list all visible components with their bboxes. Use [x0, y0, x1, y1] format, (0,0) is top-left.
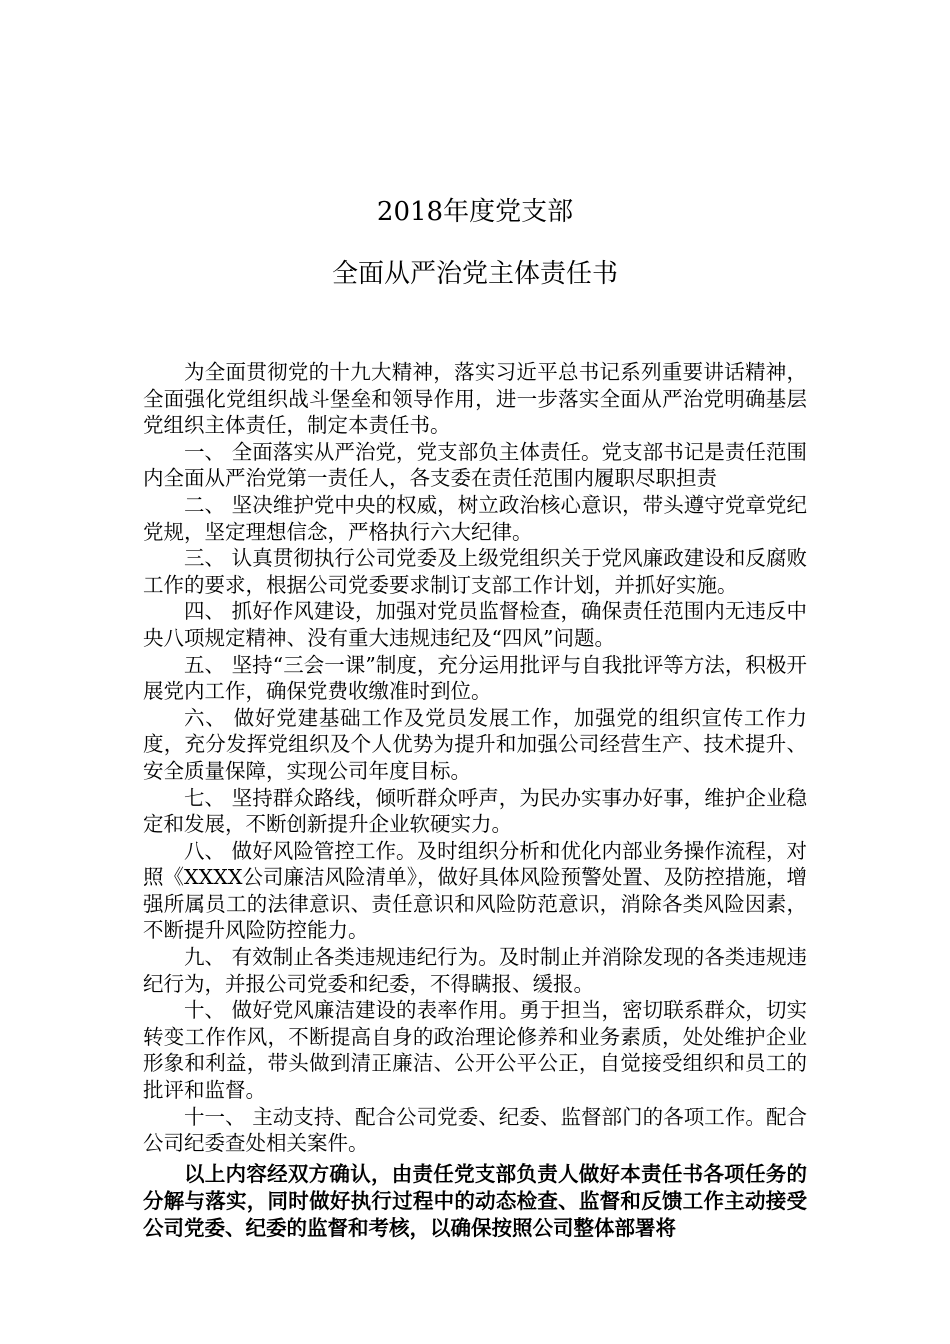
clause-4: 四、 抓好作风建设，加强对党员监督检查，确保责任范围内无违反中央八项规定精神、没有重大违规违纪及“四风”问题。	[143, 599, 807, 650]
clause-1: 一、 全面落实从严治党，党支部负主体责任。党支部书记是责任范围内全面从严治党第一责任人，各支委在责任范围内履职尽职担责	[143, 439, 807, 491]
clause-2: 二、 坚决维护党中央的权威，树立政治核心意识，带头遵守党章党纪党规，坚定理想信念，严格执行六大纪律。	[143, 492, 807, 544]
clause-7: 七、 坚持群众路线，倾听群众呼声，为民办实事办好事，维护企业稳定和发展，不断创新提升企业软硬实力。	[143, 785, 807, 837]
clause-9: 九、 有效制止各类违规违纪行为。及时制止并消除发现的各类违规违纪行为，并报公司党委和纪委，不得瞒报、缓报。	[143, 945, 807, 996]
document-body	[143, 359, 807, 1242]
closing-paragraph: 以上内容经双方确认，由责任党支部负责人做好本责任书各项任务的分解与落实，同时做好执行过程中的动态检查、监督和反馈工作主动接受公司党委、纪委的监督和考核，以确保按照公司整体部署将	[143, 1161, 807, 1240]
clause-10: 十、 做好党风廉洁建设的表率作用。勇于担当，密切联系群众，切实转变工作作风，不断提高自身的政治理论修养和业务素质，处处维护企业形象和利益，带头做到清正廉洁、公开公平公正，自觉接受组织和员工的批评和监督。	[143, 998, 807, 1103]
clause-6: 六、 做好党建基础工作及党员发展工作，加强党的组织宣传工作力度，充分发挥党组织及个人优势为提升和加强公司经营生产、技术提升、安全质量保障，实现公司年度目标。	[143, 705, 807, 783]
intro-paragraph: 为全面贯彻党的十九大精神，落实习近平总书记系列重要讲话精神，全面强化党组织战斗堡垒和领导作用，进一步落实全面从严治党明确基层党组织主体责任，制定本责任书。	[143, 360, 807, 438]
clause-8: 八、 做好风险管控工作。及时组织分析和优化内部业务操作流程，对照《XXXX公司廉洁风险清单》，做好具体风险预警处置、及防控措施，增强所属员工的法律意识、责任意识和风险防范意识，消除各类风险因素，不断提升风险防控能力。	[143, 838, 807, 943]
clause-5: 五、 坚持“三会一课”制度，充分运用批评与自我批评等方法，积极开展党内工作，确保党费收缴准时到位。	[143, 652, 807, 704]
document-title-main: 全面从严治党主体责任书	[331, 259, 618, 289]
document-title-year: 2018年度党支部	[376, 197, 574, 227]
clause-3: 三、 认真贯彻执行公司党委及上级党组织关于党风廉政建设和反腐败工作的要求，根据公司党委要求制订支部工作计划，并抓好实施。	[143, 546, 807, 597]
clause-11: 十一、 主动支持、配合公司党委、纪委、监督部门的各项工作。配合公司纪委查处相关案件。	[143, 1104, 807, 1156]
